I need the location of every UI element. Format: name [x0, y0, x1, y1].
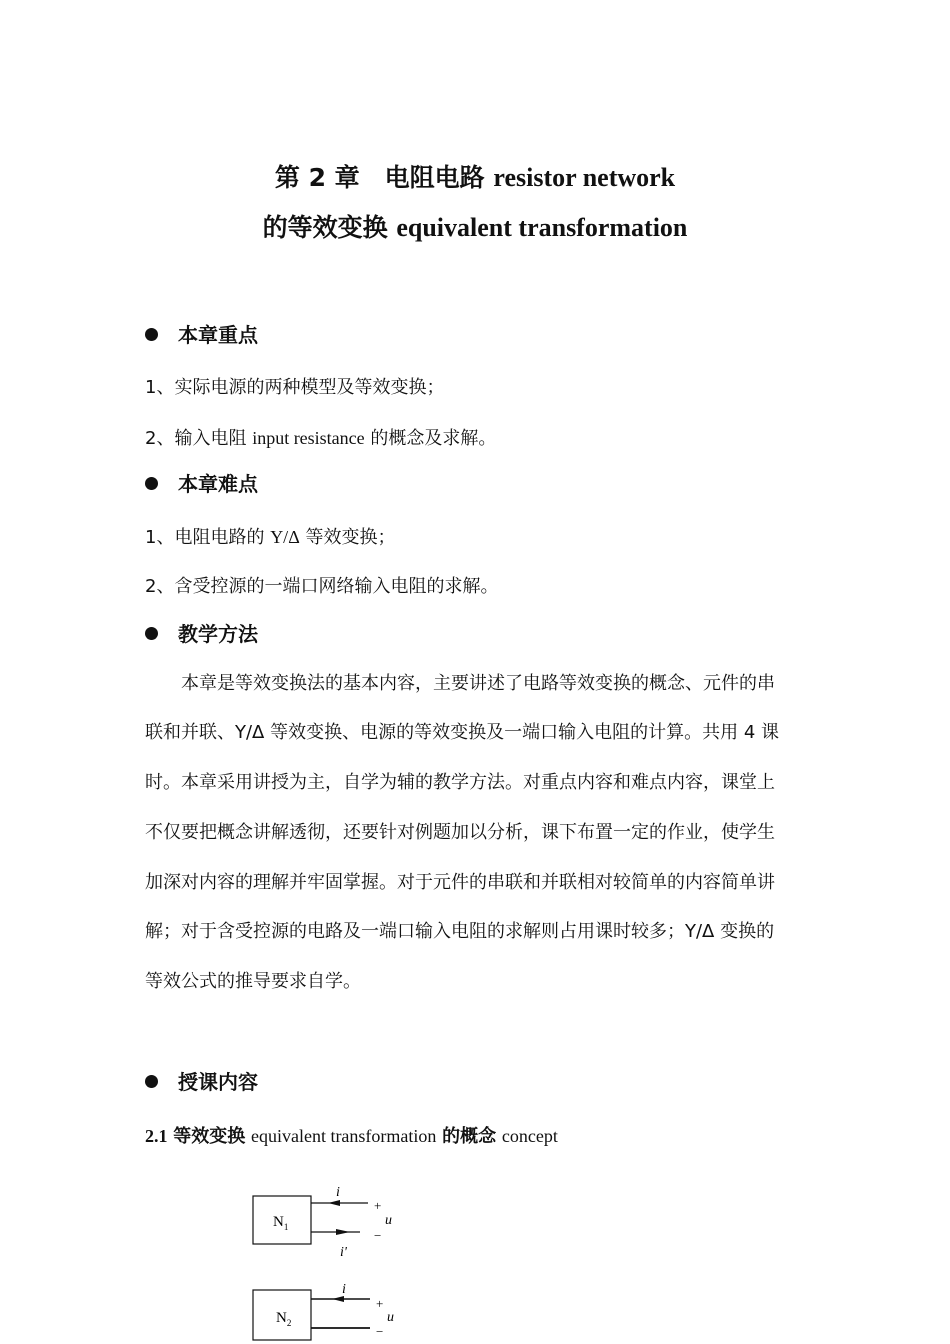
key-point-item: 1、实际电源的两种模型及等效变换；	[145, 377, 445, 398]
method-heading: 教学方法	[145, 620, 258, 648]
title-en-1: resistor network	[493, 163, 676, 192]
chapter-title-line2	[0, 212, 950, 244]
network-n2-label: $N_2$	[276, 1310, 292, 1328]
chapter-title-line1	[0, 162, 950, 194]
key-point-item: 2、输入电阻 input resistance 的概念及求解。	[145, 428, 497, 449]
content-heading: 授课内容	[145, 1068, 258, 1096]
current-i-prime-label: i'	[340, 1245, 347, 1260]
method-paragraph-line: 加深对内容的理解并牢固掌握。对于元件的串联和并联相对较简单的内容简单讲	[145, 872, 775, 893]
equivalent-network-figure	[240, 1176, 440, 1344]
title-cn-1: 第 2 章 电阻电路	[274, 163, 485, 192]
network-n1-label: $N_1$	[273, 1214, 289, 1232]
method-paragraph-line: 联和并联、Y/Δ 等效变换、电源的等效变换及一端口输入电阻的计算。共用 4 课	[145, 722, 779, 743]
bullet-icon	[145, 627, 158, 640]
title-en-2: equivalent transformation	[396, 213, 688, 242]
n2-voltage-u-label: u	[387, 1310, 394, 1325]
bullet-icon	[145, 1075, 158, 1088]
current-arrow-in-icon	[328, 1200, 340, 1206]
n2-plus-sign: +	[376, 1296, 384, 1311]
bullet-icon	[145, 477, 158, 490]
minus-sign: −	[374, 1228, 382, 1243]
current-i-label: i	[336, 1185, 340, 1200]
method-paragraph-line: 本章是等效变换法的基本内容，主要讲述了电路等效变换的概念、元件的串	[181, 673, 775, 694]
difficulty-item: 1、电阻电路的 Y/Δ 等效变换；	[145, 527, 396, 548]
method-paragraph-line: 解；对于含受控源的电路及一端口输入电阻的求解则占用课时较多；Y/Δ 变换的	[145, 921, 775, 942]
n2-current-i-label: i	[342, 1282, 346, 1297]
difficulties-heading: 本章难点	[145, 470, 258, 498]
bullet-icon	[145, 328, 158, 341]
current-arrow-out-icon	[336, 1229, 350, 1235]
method-paragraph-line: 时。本章采用讲授为主，自学为辅的教学方法。对重点内容和难点内容，课堂上	[145, 772, 775, 793]
difficulty-item: 2、含受控源的一端口网络输入电阻的求解。	[145, 576, 499, 597]
voltage-u-label: u	[385, 1213, 392, 1228]
method-paragraph-line: 不仅要把概念讲解透彻，还要针对例题加以分析，课下布置一定的作业，使学生	[145, 822, 775, 843]
section-title: 2.1 等效变换 equivalent transformation 的概念 concept	[145, 1126, 558, 1147]
title-cn-2: 的等效变换	[262, 213, 388, 242]
method-paragraph-line: 等效公式的推导要求自学。	[145, 971, 361, 992]
n2-minus-sign: −	[376, 1324, 384, 1339]
key-points-heading: 本章重点	[145, 321, 258, 349]
plus-sign: +	[374, 1198, 382, 1213]
